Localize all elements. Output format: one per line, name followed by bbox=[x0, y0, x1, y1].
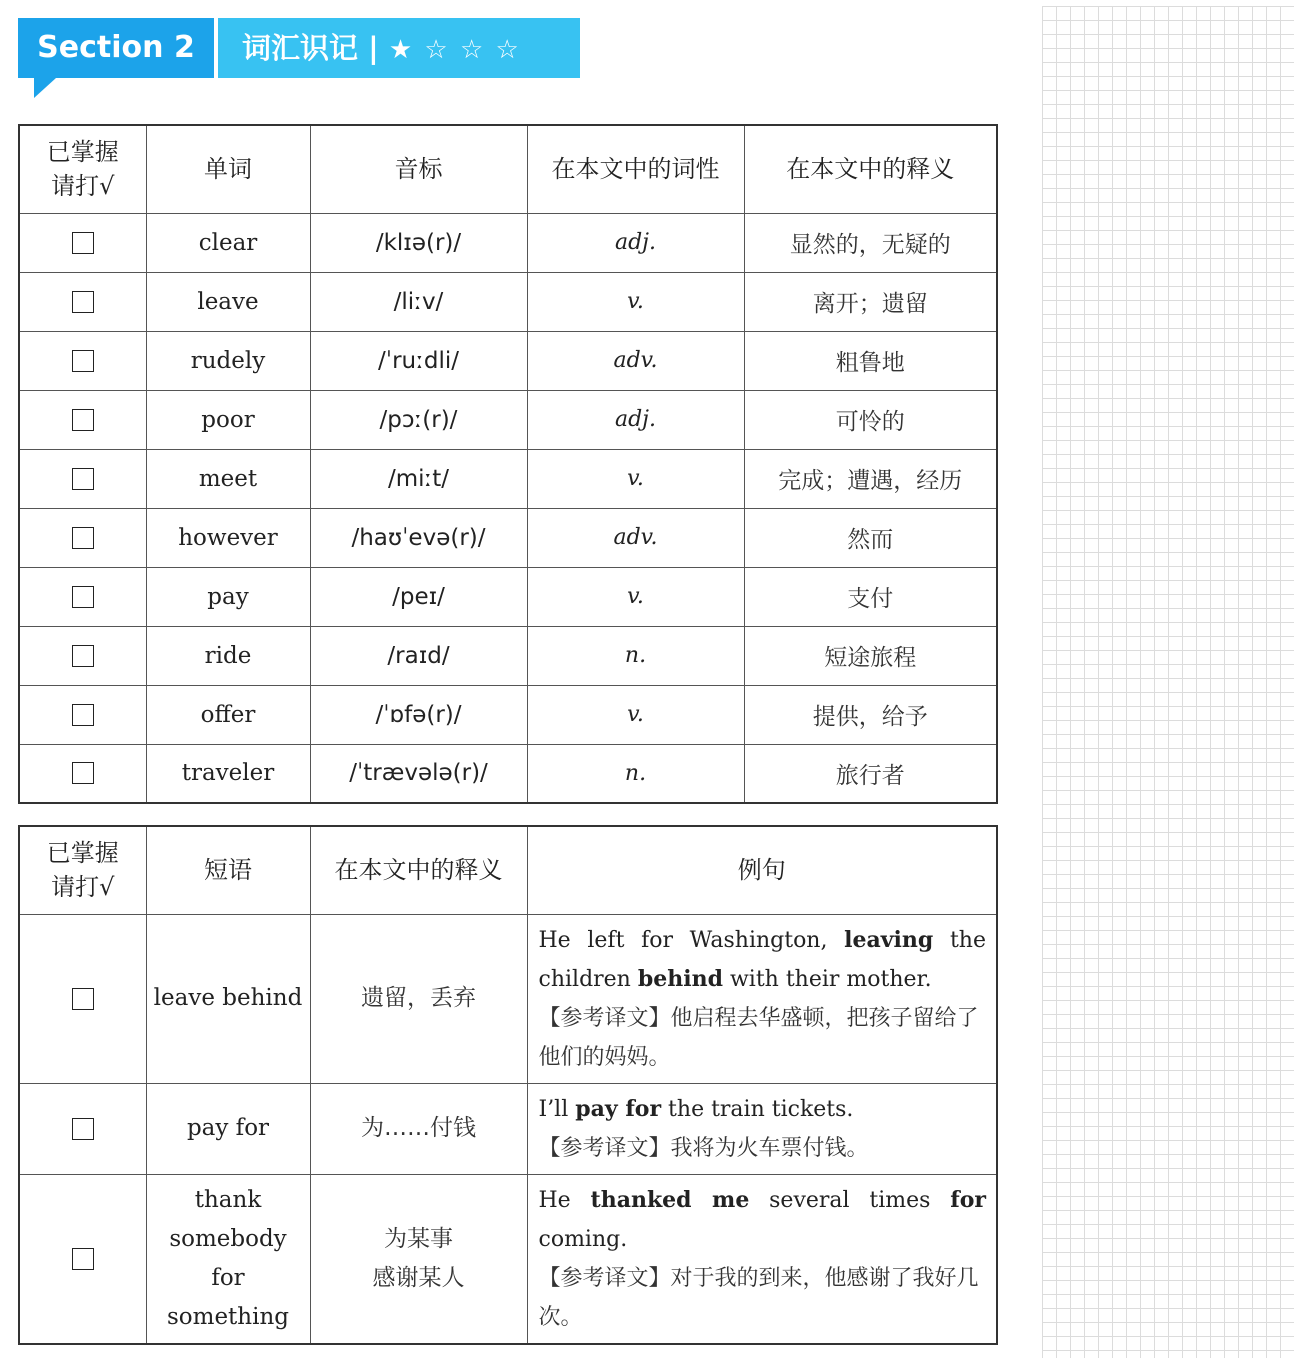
section-badge-tail bbox=[34, 78, 56, 98]
header-meaning: 在本文中的释义 bbox=[744, 125, 997, 213]
example-sentence bbox=[539, 1090, 987, 1129]
header-phrase: 短语 bbox=[146, 826, 310, 914]
meaning-cell: 完成；遭遇，经历 bbox=[744, 449, 997, 508]
mastered-cell bbox=[19, 914, 146, 1083]
phonetic-cell: /ˈtrævələ(r)/ bbox=[310, 744, 527, 803]
vocab-row bbox=[19, 213, 997, 272]
mastered-checkbox[interactable] bbox=[72, 409, 94, 431]
phrase-header-row bbox=[19, 826, 997, 914]
pos-cell: v. bbox=[527, 449, 744, 508]
pos-cell: adv. bbox=[527, 331, 744, 390]
mastered-checkbox[interactable] bbox=[72, 1248, 94, 1270]
section-title-bar bbox=[218, 18, 580, 78]
meaning-cell: 显然的，无疑的 bbox=[744, 213, 997, 272]
mastered-cell bbox=[19, 272, 146, 331]
phrase-line: somebody bbox=[169, 1225, 287, 1252]
phrase-line: leave behind bbox=[153, 985, 303, 1011]
phrase-table bbox=[18, 825, 998, 1345]
vocab-row bbox=[19, 626, 997, 685]
example-text: He bbox=[538, 1187, 591, 1213]
phrase-meaning-line: 为……付钱 bbox=[361, 1115, 476, 1141]
pos-cell: n. bbox=[527, 744, 744, 803]
word-cell: however bbox=[146, 508, 310, 567]
phrase-line: for bbox=[211, 1264, 245, 1291]
phonetic-cell: /haʊˈevə(r)/ bbox=[310, 508, 527, 567]
phonetic-cell: /miːt/ bbox=[310, 449, 527, 508]
mastered-checkbox[interactable] bbox=[72, 232, 94, 254]
vocab-table bbox=[18, 124, 998, 804]
example-text: the train tickets. bbox=[661, 1096, 854, 1122]
example-sentence bbox=[539, 1181, 987, 1259]
difficulty-stars: ★ ☆ ☆ ☆ bbox=[388, 35, 521, 65]
mastered-checkbox[interactable] bbox=[72, 527, 94, 549]
vocab-header-row bbox=[19, 125, 997, 213]
section-title: 词汇识记 | bbox=[242, 31, 379, 65]
mastered-cell bbox=[19, 626, 146, 685]
phrase-cell bbox=[146, 1174, 310, 1344]
mastered-checkbox[interactable] bbox=[72, 468, 94, 490]
header-pos: 在本文中的词性 bbox=[527, 125, 744, 213]
word-cell: clear bbox=[146, 213, 310, 272]
meaning-cell: 粗鲁地 bbox=[744, 331, 997, 390]
example-cell bbox=[527, 1083, 997, 1174]
vocab-row bbox=[19, 567, 997, 626]
mastered-checkbox[interactable] bbox=[72, 291, 94, 313]
mastered-cell bbox=[19, 508, 146, 567]
mastered-cell bbox=[19, 685, 146, 744]
word-cell: poor bbox=[146, 390, 310, 449]
pos-cell: v. bbox=[527, 567, 744, 626]
phrase-line: pay for bbox=[186, 1115, 270, 1141]
mastered-checkbox[interactable] bbox=[72, 704, 94, 726]
section-badge: Section 2 bbox=[18, 18, 214, 78]
phrase-meaning-line: 为某事 bbox=[384, 1225, 453, 1252]
example-text: with their mother. bbox=[722, 966, 932, 992]
example-keyword: leaving bbox=[844, 926, 934, 953]
pos-cell: n. bbox=[527, 626, 744, 685]
header-mastered bbox=[19, 125, 146, 213]
word-cell: ride bbox=[146, 626, 310, 685]
header-mastered-line2: 请打√ bbox=[51, 172, 115, 201]
notes-grid bbox=[1042, 6, 1294, 1358]
mastered-cell bbox=[19, 1174, 146, 1344]
phrase-cell bbox=[146, 1083, 310, 1174]
header-phrase-meaning: 在本文中的释义 bbox=[310, 826, 527, 914]
mastered-cell bbox=[19, 567, 146, 626]
example-translation: 【参考译文】对于我的到来，他感谢了我好几次。 bbox=[538, 1265, 979, 1330]
example-sentence bbox=[539, 921, 987, 999]
meaning-cell: 然而 bbox=[744, 508, 997, 567]
phonetic-cell: /ˈruːdli/ bbox=[310, 331, 527, 390]
pos-cell: adv. bbox=[527, 508, 744, 567]
meaning-cell: 短途旅程 bbox=[744, 626, 997, 685]
phrase-meaning-line: 感谢某人 bbox=[372, 1264, 465, 1291]
header-example: 例句 bbox=[527, 826, 997, 914]
header-phonetic: 音标 bbox=[310, 125, 527, 213]
example-text: the children bbox=[538, 927, 986, 992]
phrase-meaning-cell bbox=[310, 1174, 527, 1344]
word-cell: meet bbox=[146, 449, 310, 508]
vocab-row bbox=[19, 508, 997, 567]
pos-cell: v. bbox=[527, 685, 744, 744]
example-keyword: pay for bbox=[575, 1095, 662, 1122]
mastered-checkbox[interactable] bbox=[72, 762, 94, 784]
example-text: He left for Washington, bbox=[538, 927, 845, 953]
phonetic-cell: /pɔː(r)/ bbox=[310, 390, 527, 449]
example-text: coming. bbox=[538, 1226, 628, 1252]
mastered-checkbox[interactable] bbox=[72, 350, 94, 372]
header-mastered bbox=[19, 826, 146, 914]
example-text: several times bbox=[749, 1187, 951, 1213]
meaning-cell: 可怜的 bbox=[744, 390, 997, 449]
phrase-cell bbox=[146, 914, 310, 1083]
phonetic-cell: /peɪ/ bbox=[310, 567, 527, 626]
mastered-checkbox[interactable] bbox=[72, 988, 94, 1010]
phonetic-cell: /raɪd/ bbox=[310, 626, 527, 685]
example-keyword: thanked me bbox=[590, 1186, 750, 1213]
meaning-cell: 提供，给予 bbox=[744, 685, 997, 744]
word-cell: offer bbox=[146, 685, 310, 744]
header-word: 单词 bbox=[146, 125, 310, 213]
example-translation: 【参考译文】我将为火车票付钱。 bbox=[538, 1135, 869, 1161]
pos-cell: adj. bbox=[527, 213, 744, 272]
phonetic-cell: /klɪə(r)/ bbox=[310, 213, 527, 272]
meaning-cell: 离开；遗留 bbox=[744, 272, 997, 331]
vocab-row bbox=[19, 685, 997, 744]
phrase-line: something bbox=[166, 1303, 290, 1330]
phonetic-cell: /liːv/ bbox=[310, 272, 527, 331]
mastered-cell bbox=[19, 331, 146, 390]
mastered-cell bbox=[19, 390, 146, 449]
example-translation: 【参考译文】他启程去华盛顿，把孩子留给了他们的妈妈。 bbox=[538, 1005, 979, 1070]
example-text: I’ll bbox=[538, 1096, 576, 1122]
phrase-row bbox=[19, 914, 997, 1083]
phrase-row bbox=[19, 1174, 997, 1344]
word-cell: pay bbox=[146, 567, 310, 626]
example-keyword: for bbox=[950, 1186, 986, 1213]
meaning-cell: 支付 bbox=[744, 567, 997, 626]
mastered-cell bbox=[19, 744, 146, 803]
meaning-cell: 旅行者 bbox=[744, 744, 997, 803]
pos-cell: adj. bbox=[527, 390, 744, 449]
mastered-cell bbox=[19, 1083, 146, 1174]
phonetic-cell: /ˈɒfə(r)/ bbox=[310, 685, 527, 744]
header-mastered-line1: 已掌握 bbox=[46, 839, 119, 868]
mastered-checkbox[interactable] bbox=[72, 645, 94, 667]
vocab-row bbox=[19, 744, 997, 803]
pos-cell: v. bbox=[527, 272, 744, 331]
example-cell bbox=[527, 1174, 997, 1344]
mastered-checkbox[interactable] bbox=[72, 1118, 94, 1140]
vocab-row bbox=[19, 449, 997, 508]
mastered-cell bbox=[19, 449, 146, 508]
phrase-meaning-cell bbox=[310, 1083, 527, 1174]
vocab-row bbox=[19, 331, 997, 390]
phrase-meaning-line: 遗留，丢弃 bbox=[361, 985, 476, 1011]
example-cell bbox=[527, 914, 997, 1083]
phrase-meaning-cell bbox=[310, 914, 527, 1083]
example-keyword: behind bbox=[637, 965, 723, 992]
mastered-cell bbox=[19, 213, 146, 272]
word-cell: traveler bbox=[146, 744, 310, 803]
vocab-row bbox=[19, 272, 997, 331]
phrase-line: thank bbox=[194, 1186, 262, 1213]
header-mastered-line2: 请打√ bbox=[51, 873, 115, 902]
vocab-row bbox=[19, 390, 997, 449]
mastered-checkbox[interactable] bbox=[72, 586, 94, 608]
phrase-row bbox=[19, 1083, 997, 1174]
word-cell: leave bbox=[146, 272, 310, 331]
header-mastered-line1: 已掌握 bbox=[46, 138, 119, 167]
word-cell: rudely bbox=[146, 331, 310, 390]
